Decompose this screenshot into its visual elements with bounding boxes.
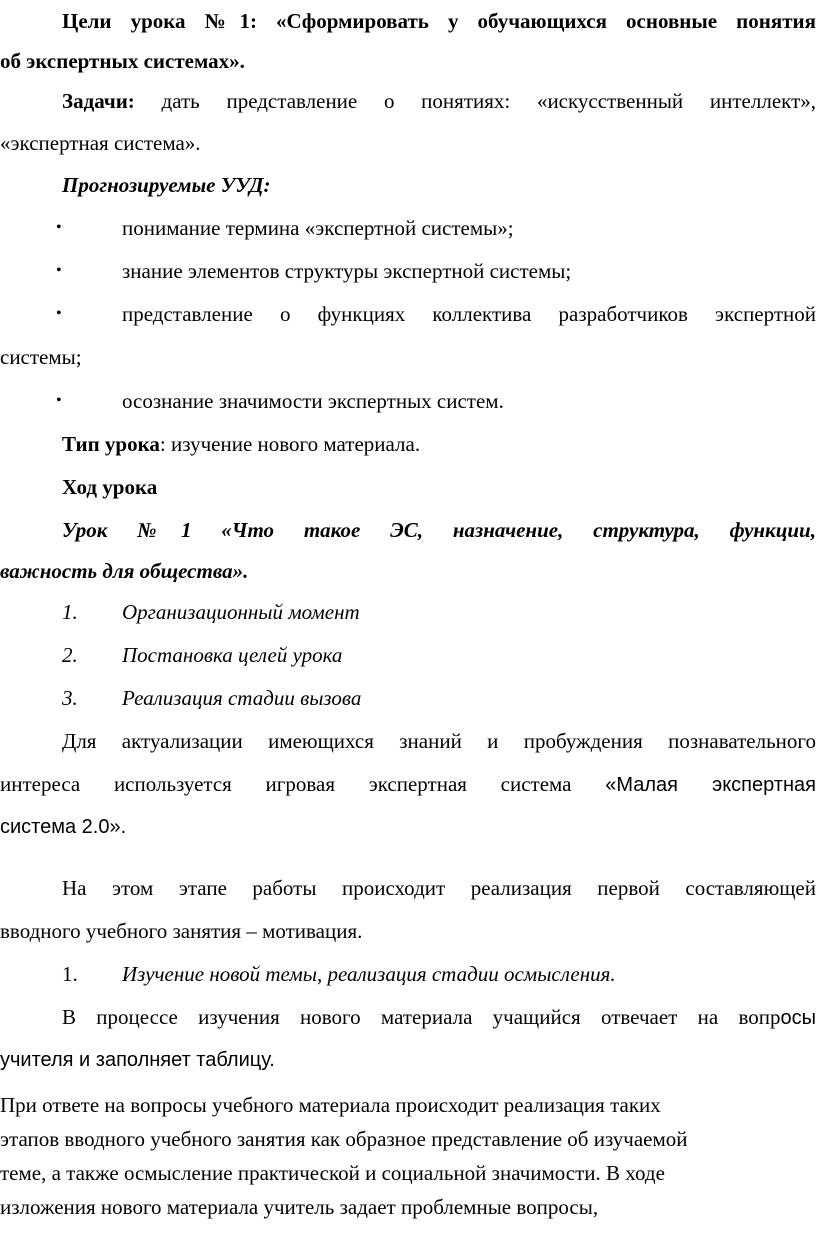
paragraph-3-serif-part: В процессе изучения нового материала учащийся отвечает на вопр: [62, 1005, 781, 1029]
step-text: Организационный момент: [122, 600, 360, 624]
uud-heading: Прогнозируемые УУД:: [62, 173, 271, 197]
step-number: 1.: [62, 600, 78, 624]
paragraph-4-line: При ответе на вопросы учебного материала происходит реализация таких: [0, 1093, 661, 1117]
paragraph-2-line-2: вводного учебного занятия – мотивация.: [0, 919, 363, 943]
paragraph-3-line-1: [62, 996, 816, 1039]
bullet-icon: •: [56, 305, 62, 322]
lesson-title-line-1: Урок №1 «Что такое ЭС, назначение, структура, функции,: [62, 518, 816, 542]
bullet-icon: •: [56, 392, 62, 409]
lesson-type-text: : изучение нового материала.: [159, 432, 421, 456]
paragraph-4-line: изложения нового материала учитель задает проблемные вопросы,: [0, 1195, 599, 1219]
tasks-line-2: «экспертная система».: [0, 131, 201, 155]
step-text: Постановка целей урока: [122, 643, 343, 667]
goals-line-2: об экспертных системах».: [0, 49, 245, 73]
paragraph-2-line-1: На этом этапе работы происходит реализация первой составляющей: [62, 876, 816, 900]
lesson-type-label: Тип урока: [62, 432, 160, 456]
step-number: 1.: [62, 962, 78, 986]
step-number: 3.: [62, 686, 78, 710]
paragraph-3-line-2: учителя и заполняет таблицу.: [0, 1049, 275, 1071]
uud-item-text: знание элементов структуры экспертной системы;: [122, 259, 572, 283]
lesson-type: [62, 423, 816, 465]
tasks-text: дать представление о понятиях: «искусственный интеллект»,: [134, 89, 816, 113]
uud-item-text: осознание значимости экспертных систем.: [122, 389, 504, 413]
paragraph-1-serif-part: интереса используется игровая экспертная система: [0, 772, 606, 796]
uud-item-text: представление о функциях коллектива разработчиков экспертной: [122, 302, 816, 326]
bullet-icon: •: [56, 219, 62, 236]
lesson-title-line-2: важность для общества».: [0, 559, 249, 583]
tasks-line-1: [62, 80, 816, 122]
goals-line-1: Цели урока №1: «Сформировать у обучающихся основные понятия: [62, 9, 816, 33]
paragraph-4-line: этапов вводного учебного занятия как образное представление об изучаемой: [0, 1127, 688, 1151]
paragraph-1-line-3: система 2.0».: [0, 816, 127, 838]
uud-item-continuation: системы;: [0, 345, 82, 369]
uud-item-text: понимание термина «экспертной системы»;: [122, 216, 514, 240]
step-text: Реализация стадии вызова: [122, 686, 362, 710]
paragraph-3-sans-part: осы: [780, 1007, 816, 1029]
paragraph-4-line: теме, а также осмысление практической и социальной значимости. В ходе: [0, 1161, 665, 1185]
bullet-icon: •: [56, 262, 62, 279]
paragraph-1-sans-part: «Малая экспертная: [605, 774, 816, 796]
lesson-flow-heading: Ход урока: [62, 475, 158, 499]
tasks-label: Задачи:: [62, 89, 135, 113]
step-text: Изучение новой темы, реализация стадии осмысления.: [122, 962, 616, 986]
step-number: 2.: [62, 643, 78, 667]
paragraph-1-line-1: Для актуализации имеющихся знаний и пробуждения познавательного: [62, 729, 816, 753]
paragraph-1-line-2: [0, 763, 816, 806]
